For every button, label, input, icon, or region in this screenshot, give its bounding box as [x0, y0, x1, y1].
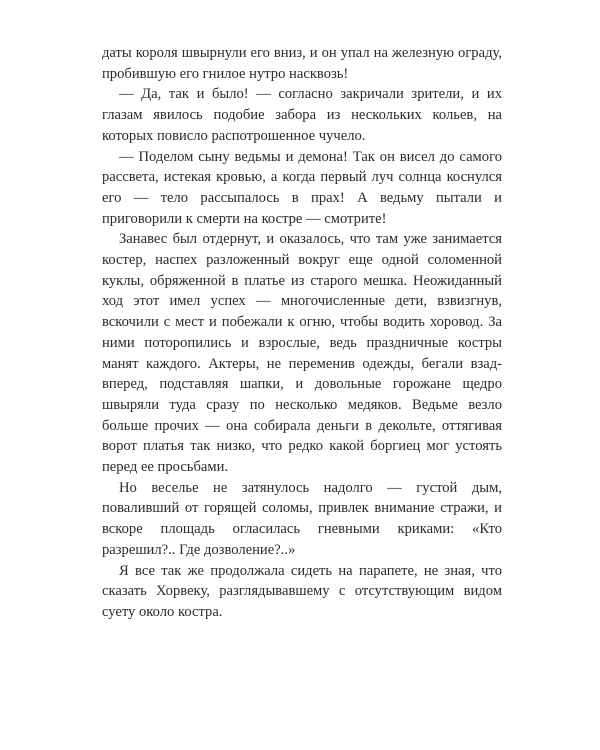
paragraph: — Поделом сыну ведьмы и демона! Так он висел до самого рассвета, истекая кровью, а когда первый луч солнца коснулся его — тело рассыпалось в прах! А ведьму пытали и приговорили к смерти на костре — смотрите! [102, 148, 502, 227]
paragraph: — Да, так и было! — согласно закричали зрители, и их глазам явилось подобие забора из нескольких кольев, на которых повисло распотрошенное чучело. [102, 86, 502, 144]
paragraph: Но веселье не затянулось надолго — густой дым, поваливший от горящей соломы, привлек внимание стражи, и вскоре площадь огласилась гневными криками: «Кто разрешил?.. Где дозволение?..» [102, 479, 502, 558]
paragraph: Занавес был отдернут, и оказалось, что там уже занимается костер, наспех разложенный вокруг еще одной соломенной куклы, обряженной в платье из старого мешка. Неожиданный ход этот имел успех — многочисленные дети, взвизгнув, вскочили с мест и побежали к огню, чтобы водить хоровод. За ними поторопились и взрослые, ведь праздничные костры манят каждого. Актеры, не переменив одежды, бегали взад-вперед, подставляя шапки, и довольные горожане щедро швыряли туда сразу по несколько медяков. Ведьме везло больше прочих — она собирала деньги в декольте, оттягивая ворот платья так низко, что редко какой боргиец мог устоять перед ее просьбами. [102, 231, 502, 476]
paragraph: даты короля швырнули его вниз, и он упал на железную ограду, пробившую его гнилое нутро насквозь! [102, 45, 502, 82]
paragraph: Я все так же продолжала сидеть на парапете, не зная, что сказать Хорвеку, разглядывавшему с отсутствующим видом суету около костра. [102, 562, 502, 620]
page-body-text [102, 43, 502, 623]
